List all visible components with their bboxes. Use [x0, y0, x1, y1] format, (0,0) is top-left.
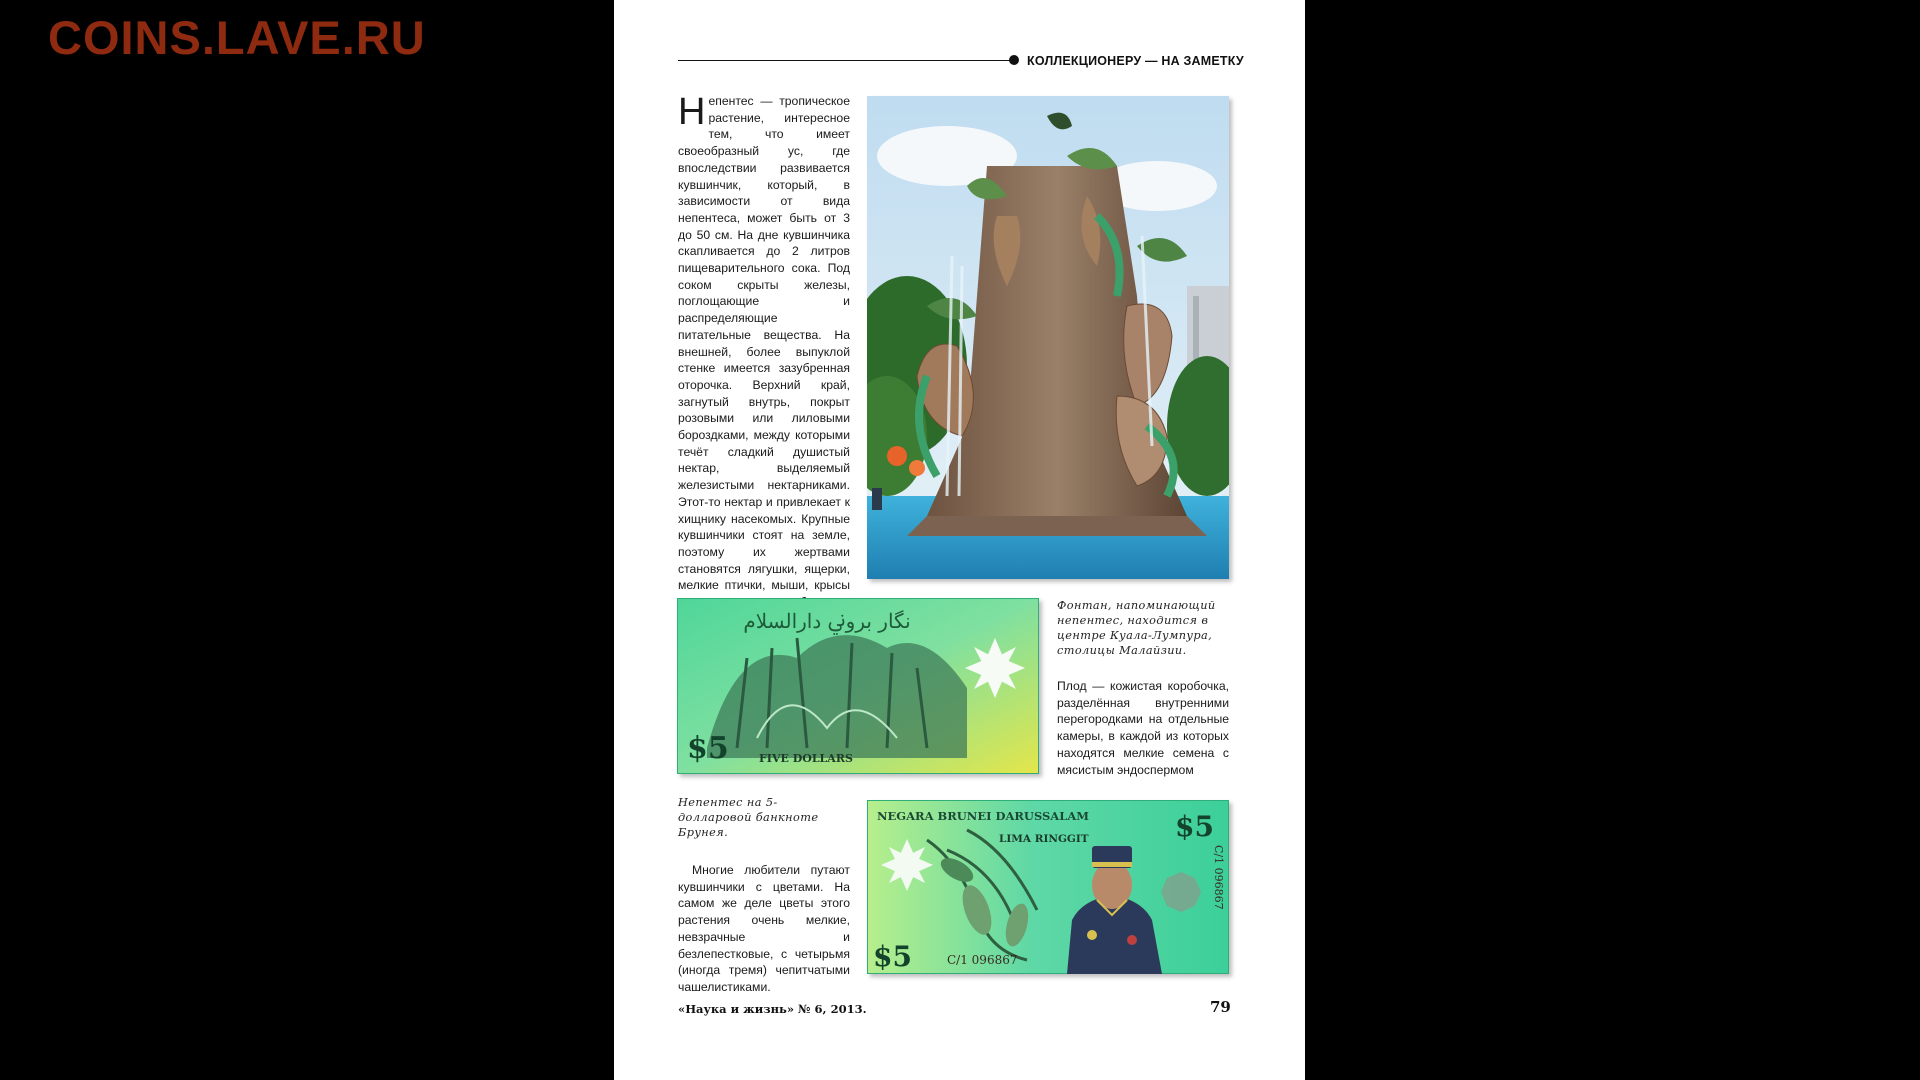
- banknote-front-words: LIMA RINGGIT: [999, 833, 1089, 845]
- banknote-front-illustration: [867, 800, 1229, 974]
- banknote-caption: Непентес на 5-долларовой банкноте Брунея.: [678, 796, 819, 839]
- banknote-back-illustration: [677, 598, 1039, 774]
- header-bullet-icon: [1009, 55, 1019, 65]
- banknote-back-denomination: $5: [687, 731, 729, 766]
- banknote-serial-vertical: C/1 096867: [1212, 845, 1225, 910]
- banknote-serial: C/1 096867: [947, 953, 1018, 967]
- fountain-illustration: [867, 96, 1229, 579]
- journal-issue: «Наука и жизнь» № 6, 2013.: [678, 1002, 867, 1016]
- banknote-country: NEGARA BRUNEI DARUSSALAM: [877, 809, 1089, 823]
- magazine-page: [614, 0, 1305, 1080]
- article-paragraph-2: Плод — кожистая коробочка, разделённая внутренними перегородками на отдельные камеры, в каждой из которых находятся мелкие семена с мясистым эндоспермом: [1057, 679, 1229, 777]
- fountain-photo: [867, 96, 1229, 579]
- banknote-front-denomination-bottom: $5: [873, 940, 912, 973]
- section-title: КОЛЛЕКЦИОНЕРУ — НА ЗАМЕТКУ: [1027, 54, 1244, 68]
- banknote-front-photo: [867, 800, 1229, 974]
- article-paragraph-1: [678, 93, 850, 628]
- banknote-front-denomination-top: $5: [1175, 810, 1214, 843]
- drop-cap: Н: [678, 91, 706, 133]
- site-watermark: COINS.LAVE.RU: [48, 11, 426, 64]
- paragraph-1-text: епентес — тропическое растение, интересное тем, что имеет своеобразный ус, где впоследствии развивается кувшинчик, который, в зависимости от вида непентеса, может быть от 3 до 50 см. На дне кувшинчика скапливается до 2 литров пищеварительного сока. Под соком скрыты железы, поглощающие и распределяющие питательные вещества. На внешней, более выпуклой стенке имеется зазубренная оторочка. Верхний край, загнутый внутрь, покрыт розовыми или лиловыми бороздками, между которыми течёт сладкий душистый нектар, выделяемый железистыми нектарниками. Этот-то нектар и привлекает к хищнику насекомых. Крупные кувшинчики стоят на земле, поэтому их жертвами становятся лягушки, ящерки, мелкие птички, мыши, крысы: [678, 94, 850, 593]
- banknote-back-arabic: ﻧﮕﺎر ﺑﺮوﱐ دارالسلام: [743, 609, 911, 633]
- article-paragraph-3: Многие любители путают кувшинчики с цветами. На самом же деле цветы этого растения очень мелкие, невзрачные и безлепестковые, с четырьмя (иногда тремя) чепитчатыми чашелистиками.: [678, 863, 850, 994]
- fountain-caption: Фонтан, напоминающий непентес, находится в центре Куала-Лумпура, столицы Малайзии.: [1057, 599, 1216, 657]
- banknote-back-photo: [677, 598, 1039, 774]
- header-rule: [678, 60, 1014, 61]
- page-number: 79: [1210, 998, 1231, 1016]
- banknote-back-words: FIVE DOLLARS: [759, 752, 853, 765]
